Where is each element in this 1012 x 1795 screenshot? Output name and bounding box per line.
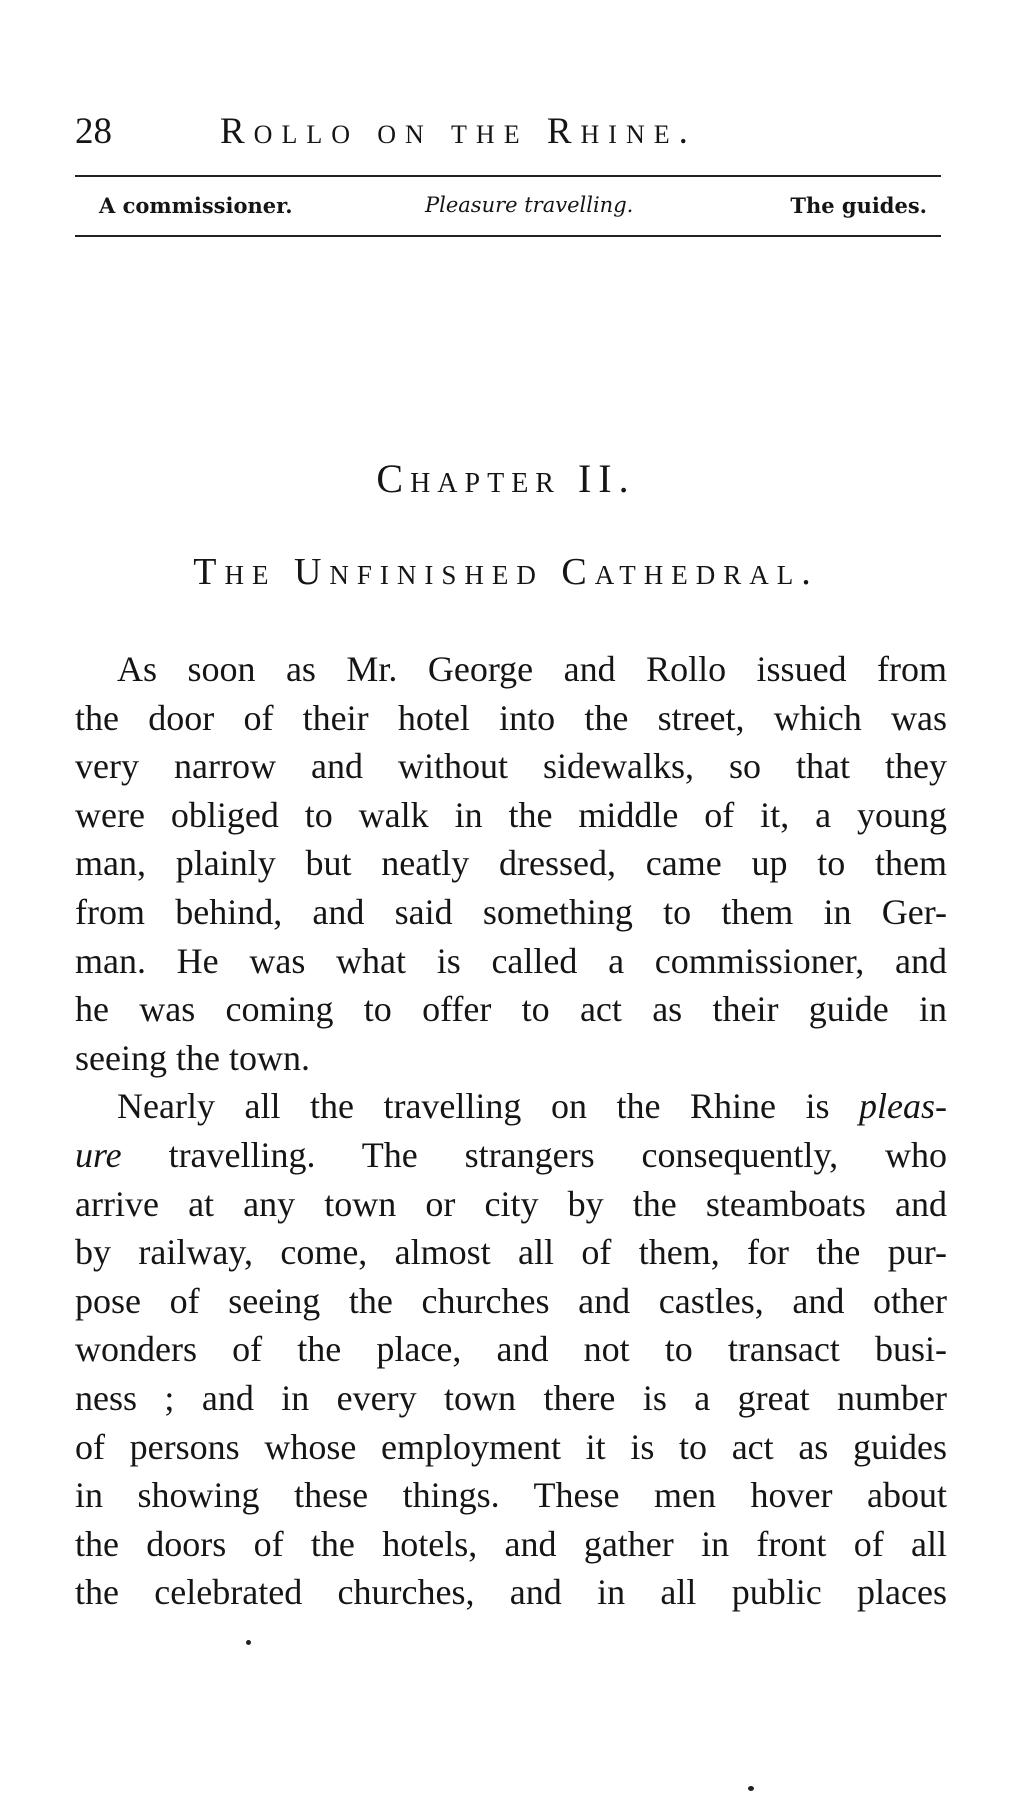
header-rule-bottom bbox=[75, 235, 941, 237]
running-head bbox=[75, 110, 945, 160]
text-line: As soon as Mr. George and Rollo issued from bbox=[117, 649, 947, 689]
chapter-title: The Unfinished Cathedral. bbox=[193, 551, 819, 593]
body-text bbox=[75, 645, 947, 1617]
text-line bbox=[75, 1131, 947, 1180]
ink-speck bbox=[246, 1640, 251, 1645]
text-line: wonders of the place, and not to transact busi- bbox=[75, 1329, 947, 1370]
text-line: the doors of the hotels, and gather in front of all bbox=[75, 1523, 947, 1564]
topic-center: Pleasure travelling. bbox=[425, 193, 634, 217]
text-line: he was coming to offer to act as their guide in bbox=[75, 989, 947, 1030]
text-line: pose of seeing the churches and castles, and other bbox=[75, 1280, 947, 1321]
text-segment: travelling. The strangers consequently, who bbox=[168, 1134, 947, 1175]
paragraph-1 bbox=[75, 645, 947, 1082]
topic-line bbox=[75, 193, 941, 223]
text-line: the celebrated churches, and in all public places bbox=[75, 1572, 947, 1613]
topic-right: The guides. bbox=[790, 193, 927, 218]
ink-speck bbox=[748, 1786, 754, 1791]
text-line: of persons whose employment it is to act as guides bbox=[75, 1426, 947, 1467]
page-number: 28 bbox=[75, 111, 112, 152]
text-line: man, plainly but neatly dressed, came up to them bbox=[75, 843, 947, 884]
text-line: very narrow and without sidewalks, so that they bbox=[75, 746, 947, 787]
paragraph-2 bbox=[75, 1082, 947, 1617]
text-line: seeing the town. bbox=[75, 1037, 310, 1078]
running-title: Rollo on the Rhine. bbox=[220, 111, 697, 152]
text-segment: Nearly all the travelling on the Rhine is bbox=[117, 1086, 830, 1127]
text-line bbox=[75, 1082, 947, 1131]
text-line: the door of their hotel into the street, which was bbox=[75, 697, 947, 738]
text-line: ness ; and in every town there is a great number bbox=[75, 1377, 947, 1418]
text-line: were obliged to walk in the middle of it, a young bbox=[75, 794, 947, 835]
text-line: by railway, come, almost all of them, for the pur- bbox=[75, 1232, 947, 1273]
text-line: from behind, and said something to them in Ger- bbox=[75, 891, 947, 932]
text-line: man. He was what is called a commissioner, and bbox=[75, 940, 947, 981]
text-line: in showing these things. These men hover about bbox=[75, 1475, 947, 1516]
chapter-number: Chapter II. bbox=[376, 456, 636, 501]
header-rule-top bbox=[75, 175, 941, 177]
italic-segment: pleas- bbox=[859, 1086, 947, 1127]
italic-segment: ure bbox=[75, 1134, 122, 1175]
text-line: arrive at any town or city by the steamboats and bbox=[75, 1183, 947, 1224]
topic-left: A commissioner. bbox=[99, 193, 293, 218]
